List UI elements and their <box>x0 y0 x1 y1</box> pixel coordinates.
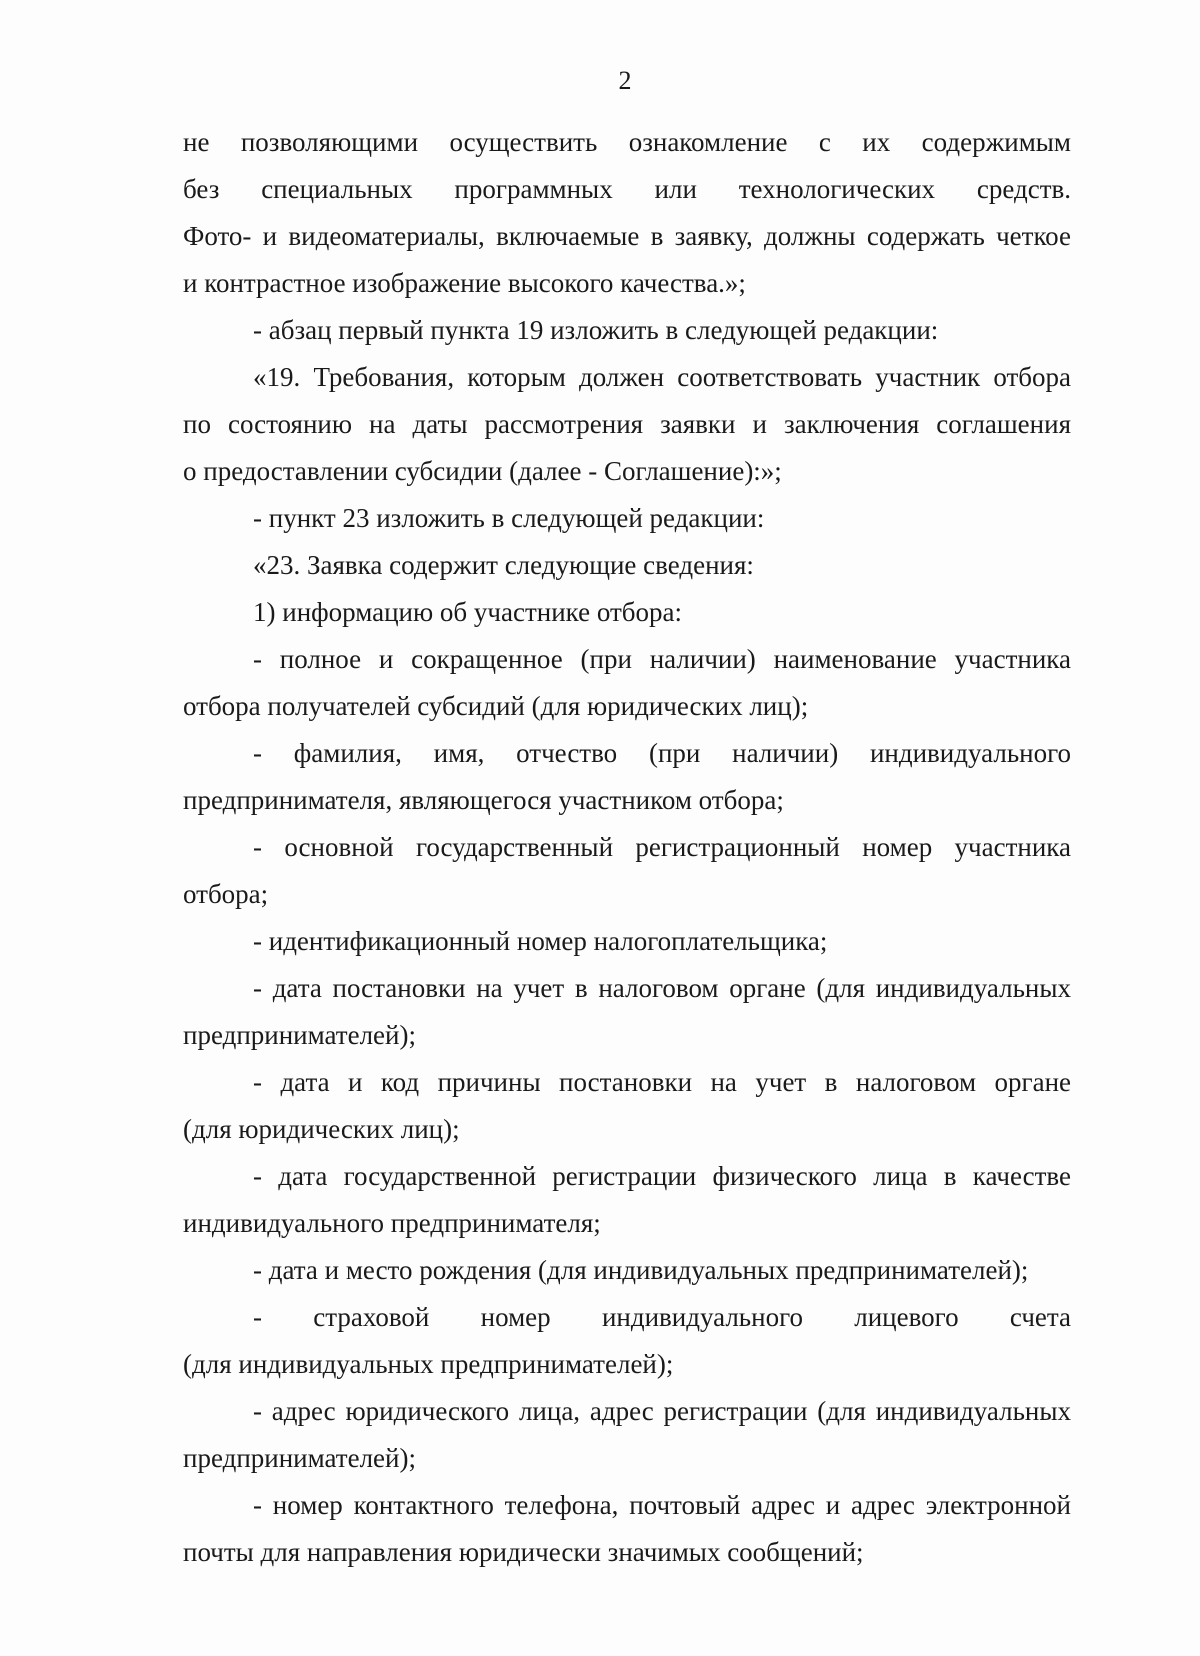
text-line: и контрастное изображение высокого качества.»; <box>183 268 746 298</box>
text-line: почты для направления юридически значимых сообщений; <box>183 1537 864 1567</box>
text-line: «23. Заявка содержит следующие сведения: <box>253 550 754 580</box>
text-line: отбора получателей субсидий (для юридических лиц); <box>183 691 809 721</box>
text-line: «19. Требования, которым должен соответствовать участник отбора <box>253 362 1071 392</box>
text-line: по состоянию на даты рассмотрения заявки и заключения соглашения <box>183 409 1071 439</box>
text-line: - полное и сокращенное (при наличии) наименование участника <box>253 644 1071 674</box>
text-line: - идентификационный номер налогоплательщика; <box>253 926 828 956</box>
text-line: без специальных программных или технологических средств. <box>183 174 1071 204</box>
text-line: - дата государственной регистрации физического лица в качестве <box>253 1161 1071 1191</box>
text-line: - дата постановки на учет в налоговом органе (для индивидуальных <box>253 973 1071 1003</box>
text-line: (для индивидуальных предпринимателей); <box>183 1349 674 1379</box>
text-line: - адрес юридического лица, адрес регистрации (для индивидуальных <box>253 1396 1071 1426</box>
text-line: - фамилия, имя, отчество (при наличии) индивидуального <box>253 738 1071 768</box>
text-line: индивидуального предпринимателя; <box>183 1208 601 1238</box>
text-line: отбора; <box>183 879 269 909</box>
text-line: предпринимателей); <box>183 1443 416 1473</box>
text-line: - номер контактного телефона, почтовый адрес и адрес электронной <box>253 1490 1071 1520</box>
text-line: - абзац первый пункта 19 изложить в следующей редакции: <box>253 315 939 345</box>
document-body <box>183 119 1071 1576</box>
text-line: - дата и место рождения (для индивидуальных предпринимателей); <box>253 1255 1029 1285</box>
text-line: предпринимателя, являющегося участником отбора; <box>183 785 784 815</box>
text-line: - страховой номер индивидуального лицевого счета <box>253 1302 1071 1332</box>
text-line: предпринимателей); <box>183 1020 416 1050</box>
text-line: (для юридических лиц); <box>183 1114 460 1144</box>
text-line: - пункт 23 изложить в следующей редакции: <box>253 503 765 533</box>
text-line: - дата и код причины постановки на учет в налоговом органе <box>253 1067 1071 1097</box>
text-line: Фото- и видеоматериалы, включаемые в заявку, должны содержать четкое <box>183 221 1071 251</box>
text-line: о предоставлении субсидии (далее - Соглашение):»; <box>183 456 782 486</box>
text-line: не позволяющими осуществить ознакомление с их содержимым <box>183 127 1071 157</box>
page-number: 2 <box>618 66 632 95</box>
text-line: - основной государственный регистрационный номер участника <box>253 832 1071 862</box>
text-line: 1) информацию об участнике отбора: <box>253 597 683 627</box>
